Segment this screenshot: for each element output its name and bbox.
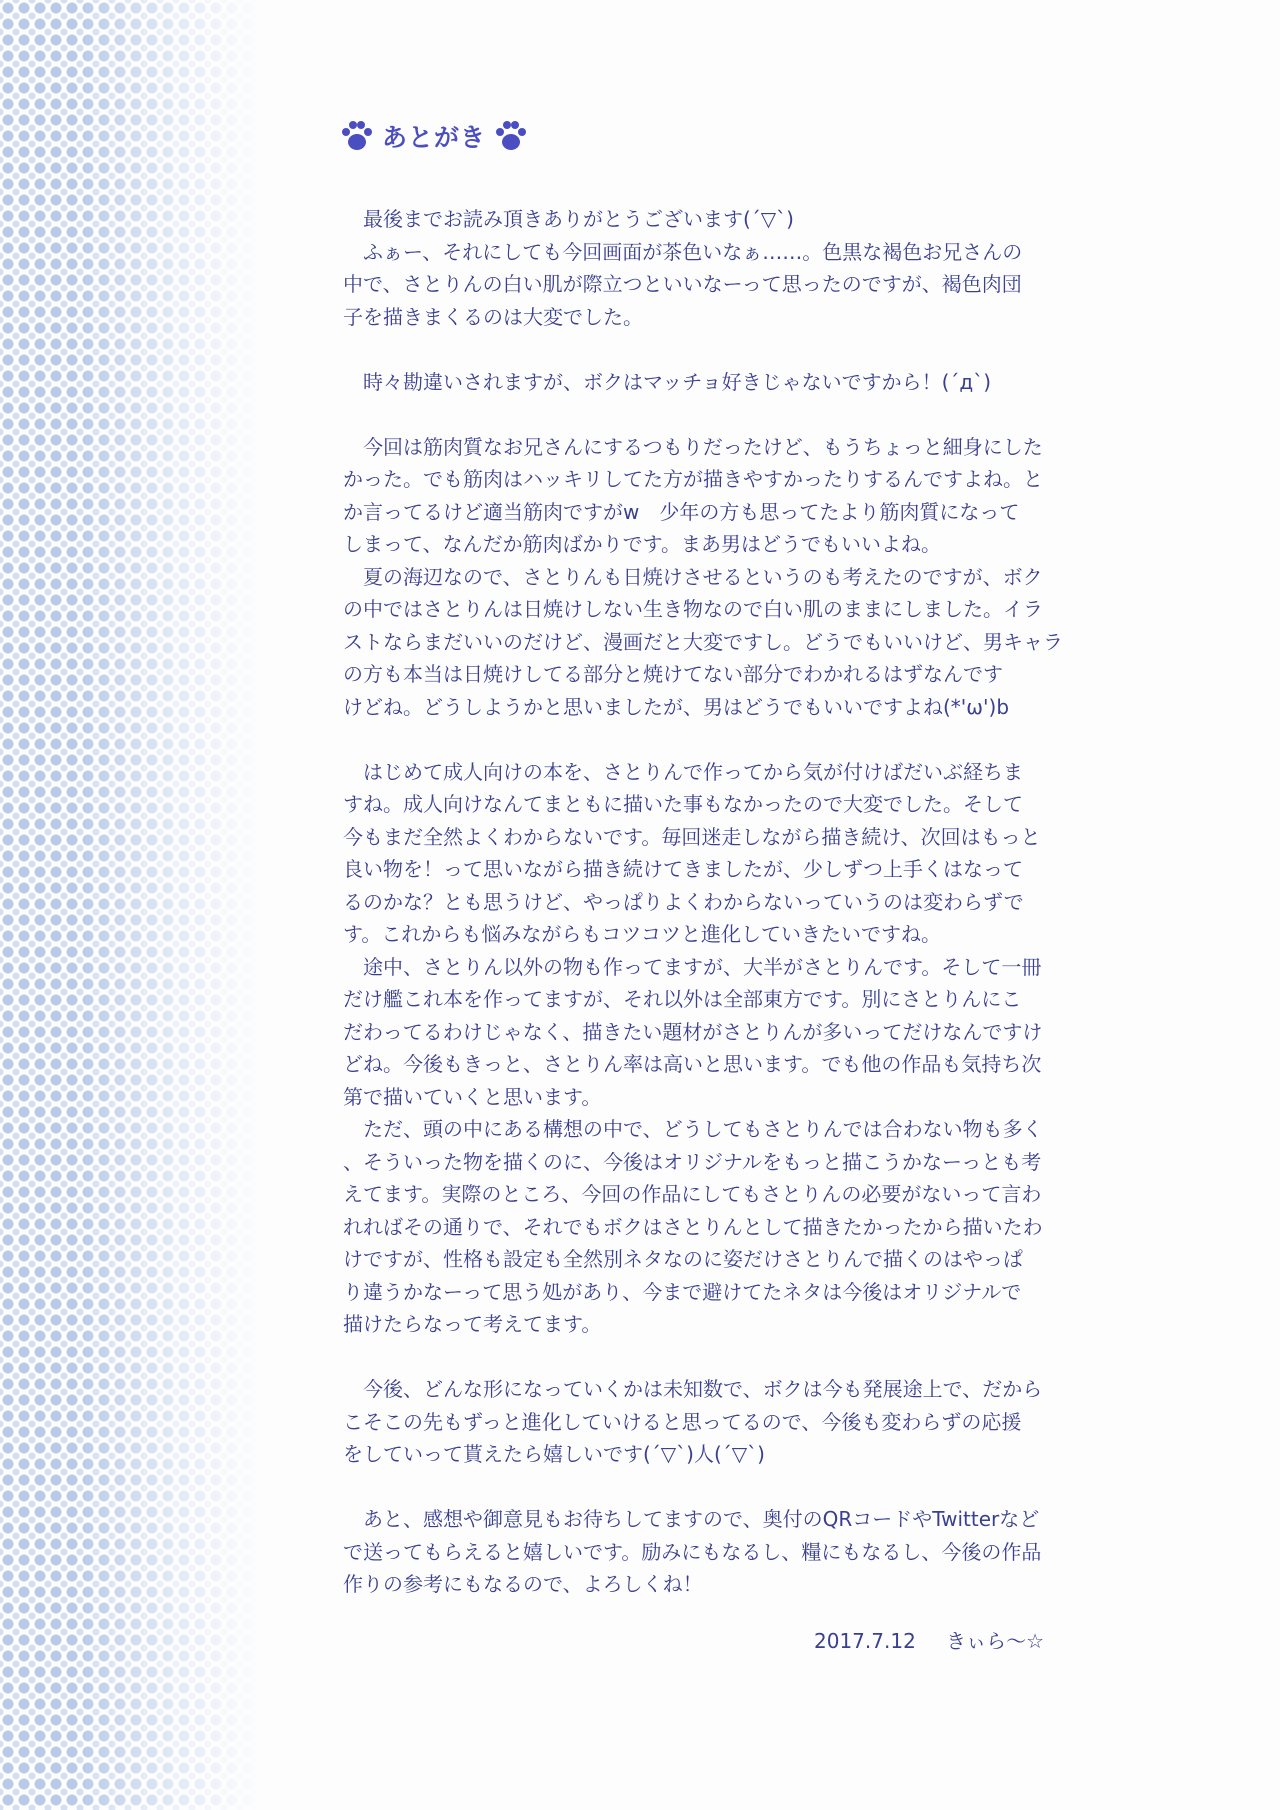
text-line: 中で、さとりんの白い肌が際立つといいなーって思ったのですが、褐色肉団 [343, 272, 1022, 296]
text-line: ふぁー、それにしても今回画面が茶色いなぁ……。色黒な褐色お兄さんの [343, 239, 1023, 264]
text-line: えてます。実際のところ、今回の作品にしてもさとりんの必要がないって言わ [343, 1182, 1042, 1206]
text-line: れればその通りで、それでもボクはさとりんとして描きたかったから描いたわ [343, 1214, 1043, 1239]
text-line: 途中、さとりん以外の物も作ってますが、大半がさとりんです。そして一冊 [343, 954, 1042, 979]
afterword-body [343, 203, 1093, 1601]
text-line: で送ってもらえると嬉しいです。励みにもなるし、糧にもなるし、今後の作品 [343, 1539, 1042, 1564]
text-line: 良い物を！って思いながら描き続けてきましたが、少しずつ上手くはなって [343, 857, 1023, 881]
text-line: けどね。どうしようかと思いましたが、男はどうでもいいですよね(*'ω')b [343, 694, 1010, 719]
afterword-heading [340, 118, 528, 154]
paw-icon [340, 119, 374, 153]
paw-icon [494, 119, 528, 153]
text-line: 今もまだ全然よくわからないです。毎回迷走しながら描き続け、次回はもっと [343, 824, 1041, 849]
text-line: こそこの先もずっと進化していけると思ってるので、今後も変わらずの応援 [343, 1409, 1022, 1434]
text-line: 最後までお読み頂きありがとうございます(´▽`) [343, 207, 794, 231]
text-line: しまって、なんだか筋肉ばかりです。まあ男はどうでもいいよね。 [343, 532, 941, 556]
text-line: の方も本当は日焼けしてる部分と焼けてない部分でわかれるはずなんです [343, 662, 1003, 686]
text-line: るのかな？とも思うけど、やっぱりよくわからないっていうのは変わらずで [343, 889, 1024, 914]
text-line: 夏の海辺なので、さとりんも日焼けさせるというのも考えたのですが、ボク [343, 564, 1043, 589]
text-line: をしていって貰えたら嬉しいです(´▽`)人(´▽`) [343, 1442, 765, 1466]
text-line: あと、感想や御意見もお待ちしてますので、奥付のQRコードやTwitterなど [343, 1507, 1040, 1531]
text-line: ただ、頭の中にある構想の中で、どうしてもさとりんでは合わない物も多く [343, 1117, 1043, 1141]
paragraph-gap [343, 333, 1093, 366]
paragraph-gap [343, 398, 1093, 431]
text-line: だけ艦これ本を作ってますが、それ以外は全部東方です。別にさとりんにこ [343, 987, 1022, 1011]
heading-title: あとがき [382, 123, 487, 152]
text-line: どね。今後もきっと、さとりん率は高いと思います。でも他の作品も気持ち次 [343, 1052, 1042, 1076]
signature-date: 2017.7.12 [814, 1629, 916, 1653]
text-line: す。これからも悩みながらもコツコツと進化していきたいですね。 [343, 922, 941, 946]
text-line: の中ではさとりんは日焼けしない生き物なので白い肌のままにしました。イラ [343, 597, 1043, 621]
text-line: だわってるわけじゃなく、描きたい題材がさとりんが多いってだけなんですけ [343, 1019, 1043, 1044]
signature [814, 1625, 1044, 1654]
signature-author: きぃら～☆ [946, 1629, 1045, 1653]
text-line: かった。でも筋肉はハッキリしてた方が描きやすかったりするんですよね。と [343, 467, 1043, 491]
paragraph-gap [343, 1341, 1093, 1374]
paragraph-gap [343, 1471, 1093, 1504]
text-line: ストならまだいいのだけど、漫画だと大変ですし。どうでもいいけど、男キャラ [343, 629, 1063, 654]
paragraph [343, 1373, 1093, 1471]
paragraph [343, 1503, 1093, 1601]
paragraph [343, 756, 1093, 1341]
paragraph [343, 431, 1093, 724]
text-line: 今回は筋肉質なお兄さんにするつもりだったけど、もうちょっと細身にした [343, 434, 1043, 459]
text-line: すね。成人向けなんてまともに描いた事もなかったので大変でした。そして [343, 792, 1023, 816]
dot-pattern-border-overlay [0, 0, 260, 1810]
text-line: 作りの参考にもなるので、よろしくね！ [343, 1572, 703, 1596]
paragraph-gap [343, 723, 1093, 756]
paragraph [343, 366, 1093, 399]
text-line: 描けたらなって考えてます。 [343, 1312, 602, 1336]
text-line: か言ってるけど適当筋肉ですがw 少年の方も思ってたより筋肉質になって [343, 499, 1020, 524]
text-line: 今後、どんな形になっていくかは未知数で、ボクは今も発展途上で、だから [343, 1377, 1043, 1401]
paragraph [343, 203, 1093, 333]
text-line: 、そういった物を描くのに、今後はオリジナルをもっと描こうかなーっとも考 [343, 1149, 1042, 1174]
text-line: 時々勘違いされますが、ボクはマッチョ好きじゃないですから！(´д`) [343, 369, 992, 394]
text-line: 第で描いていくと思います。 [343, 1084, 602, 1109]
text-line: 子を描きまくるのは大変でした。 [343, 304, 643, 329]
text-line: はじめて成人向けの本を、さとりんで作ってから気が付けばだいぶ経ちま [343, 759, 1023, 784]
text-line: り違うかなーって思う処があり、今まで避けてたネタは今後はオリジナルで [343, 1279, 1022, 1304]
text-line: けですが、性格も設定も全然別ネタなのに姿だけさとりんで描くのはやっぱ [343, 1247, 1023, 1271]
